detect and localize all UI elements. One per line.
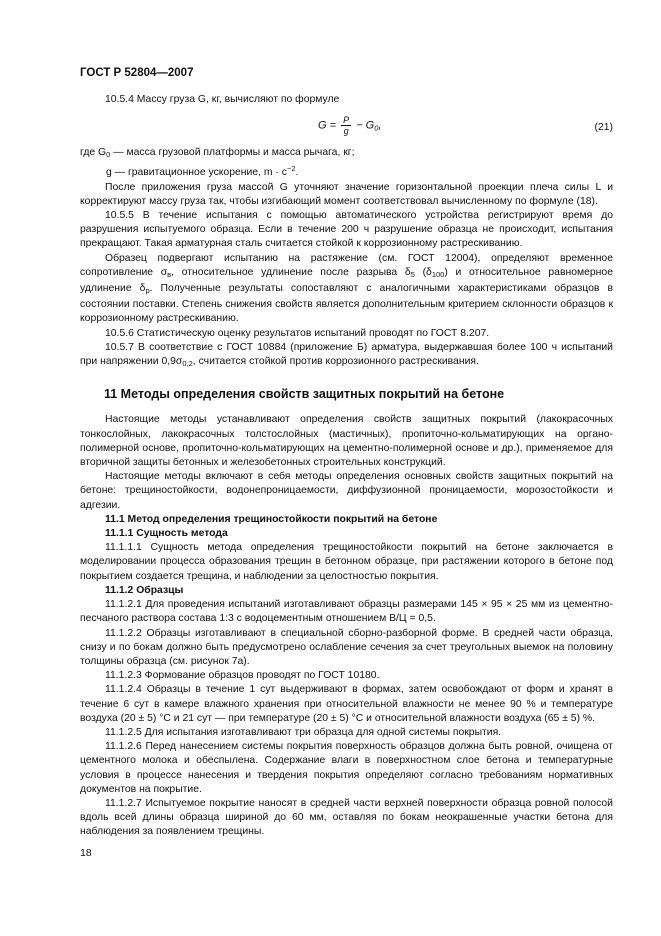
where-line-2: [80, 162, 613, 180]
paragraph-11-1-2-7: 11.1.2.7 Испытуемое покрытие наносят в средней части верхней поверхности образца ровной полосой вдоль всей длины образца шириной до 60 мм, оставляя по бокам неокрашенные участки бетона для наблюдения за появлением трещины.: [80, 797, 613, 838]
paragraph-11-1-2-4: 11.1.2.4 Образцы в течение 1 сут выдерживают в формах, затем освобождают от форм и хранят в течение 6 сут в камере влажного хранения при относительной влажности не менее 90 % и температуре воздуха (20 ± 5) °С и 21 сут — при температуре (20 ± 5) °С и относительной влажности воздуха (65 ± 5) %.: [80, 684, 613, 724]
tension-text-1: Образец подвергают испытанию на растяжение (см. ГОСТ 12004), определяют временное сопротивление σ: [80, 252, 613, 278]
paragraph-11-1-2-3: 11.1.2.3 Формование образцов проводят по ГОСТ 10180.: [105, 670, 380, 682]
p-10-5-7-sub: 0,2: [182, 359, 193, 369]
paragraph-tension-test: [80, 252, 613, 327]
paragraph-11-1-2-2: 11.1.2.2 Образцы изготавливают в специальной сборно-разборной форме. В средней части образца, снизу и по бокам должно быть предусмотрено ослабление сечения за счет треугольных выемок на половину толщины образца (см. рисунок 7а).: [80, 627, 613, 667]
where-line-1-post: — масса грузовой платформы и масса рычага, кг;: [110, 147, 355, 159]
heading-11-1-1: 11.1.1 Сущность метода: [105, 528, 228, 540]
formula-lhs: G =: [318, 119, 337, 132]
paragraph-11-1-1-1: 11.1.1.1 Сущность метода определения трещиностойкости покрытий на бетоне заключается в моделировании процесса образования трещин в бетонном образце, при растяжении которого в бетоне под покрытием создается трещина, и наблюдении за целостностью покрытия.: [80, 542, 613, 582]
paragraph-10-5-6: 10.5.6 Статистическую оценку результатов испытаний проводят по ГОСТ 8.207.: [105, 327, 490, 339]
paragraph-11-1-2-6: 11.1.2.6 Перед нанесением системы покрытия поверхность образцов должна быть ровной, очищена от цементного молока и обеспылена. Содержание влаги в поверхностном слое бетона и температурные условия в процессе нанесения и твердения покрытия определяют согласно требованиям нормативных документов на покрытие.: [80, 741, 613, 795]
formula-numerator: P: [343, 115, 350, 126]
tension-sub-4: р: [145, 286, 150, 296]
tension-text-4: ) и относительное равномерное удлинение δ: [80, 266, 613, 295]
tension-text-3: (δ: [414, 266, 432, 278]
formula-expression: [318, 115, 381, 136]
paragraph-section-11-intro-a: Настоящие методы устанавливают определения свойств защитных покрытий (лакокрасочных тонкослойных, лакокрасочных толстослойных (мастичных), пропиточно-кольматирующих на органо-полимерной основе, пропиточно-кольматирующих на цементно-полимерной основе и др.), применяемое для вторичной защиты бетонных и железобетонных строительных конструкций.: [80, 414, 613, 469]
paragraph-11-1-2-1: 11.1.2.1 Для проведения испытаний изготавливают образцы размерами 145 × 95 × 25 мм из цементно-песчаного раствора состава 1:3 с водоцементным отношением В/Ц = 0,5.: [80, 599, 613, 625]
tension-sub-2: 5: [410, 269, 415, 279]
paragraph-after-formula: После приложения груза массой G уточняют значение горизонтальной проекции плеча силы L и корректируют массу груза так, чтобы изгибающий момент соответствовал вычисленному по формуле (18).: [80, 181, 613, 207]
where-line-1: [80, 146, 613, 162]
page-number: 18: [80, 847, 92, 859]
formula-comma: ,: [378, 119, 382, 132]
tension-text-2: , относительное удлинение после разрыва δ: [171, 266, 411, 278]
paragraph-section-11-intro-b: Настоящие методы включают в себя методы определения основных свойств защитных покрытий на бетоне: трещиностойкости, водонепроницаемости, диффузионной проницаемости, морозостойкости и адгезии.: [80, 471, 613, 511]
equation-number: (21): [594, 122, 613, 134]
tension-text-5: . Полученные результаты сопоставляют с аналогичными характеристиками образцов в состоянии поставки. Степень снижения свойств является дополнительным критерием склонности образцов к коррозионному растрескиванию.: [80, 283, 613, 325]
formula-subscript: 0: [374, 123, 379, 133]
document-code-header: ГОСТ Р 52804—2007: [80, 67, 194, 79]
paragraph-10-5-5: 10.5.5 В течение испытания с помощью автоматического устройства регистрируют время до разрушения испытуемого образца. Если в течение 200 ч разрушение образца не происходит, испытания прекращают. Такая арматурная сталь считается стойкой к коррозионному растрескиванию.: [80, 210, 613, 250]
formula-21: [80, 113, 613, 143]
where-line-1-sub: 0: [106, 150, 111, 160]
where-line-2-post: .: [295, 167, 299, 179]
where-line-2-pre: g — гравитационное ускорение, m · c: [106, 167, 287, 179]
formula-minus-term: − G: [356, 119, 375, 132]
paragraph-11-1-2-5: 11.1.2.5 Для испытания изготавливают три образца для одной системы покрытия.: [105, 726, 502, 738]
p-10-5-7-text-2: , считается стойкой против коррозионного растрескивания.: [192, 356, 479, 368]
heading-11-1: 11.1 Метод определения трещиностойкости покрытий на бетоне: [105, 513, 438, 525]
paragraph-10-5-7: [80, 341, 613, 371]
section-11-title: 11 Методы определения свойств защитных покрытий на бетоне: [104, 387, 505, 402]
where-line-1-pre: где G: [80, 147, 107, 159]
where-line-2-sup: −2: [286, 164, 296, 174]
tension-sub-1: в: [167, 269, 172, 279]
formula-denominator: g: [343, 126, 349, 137]
tension-sub-3: 100: [431, 269, 445, 279]
heading-11-1-2: 11.1.2 Образцы: [105, 584, 184, 596]
page-content: [80, 93, 613, 840]
paragraph-10-5-4: 10.5.4 Массу груза G, кг, вычисляют по формуле: [105, 94, 340, 105]
p-10-5-7-text-1: 10.5.7 В соответствие с ГОСТ 10884 (приложение Б) арматура, выдержавшая более 100 ч испытаний при напряжении 0,9σ: [80, 341, 613, 368]
formula-fraction: [341, 115, 351, 136]
